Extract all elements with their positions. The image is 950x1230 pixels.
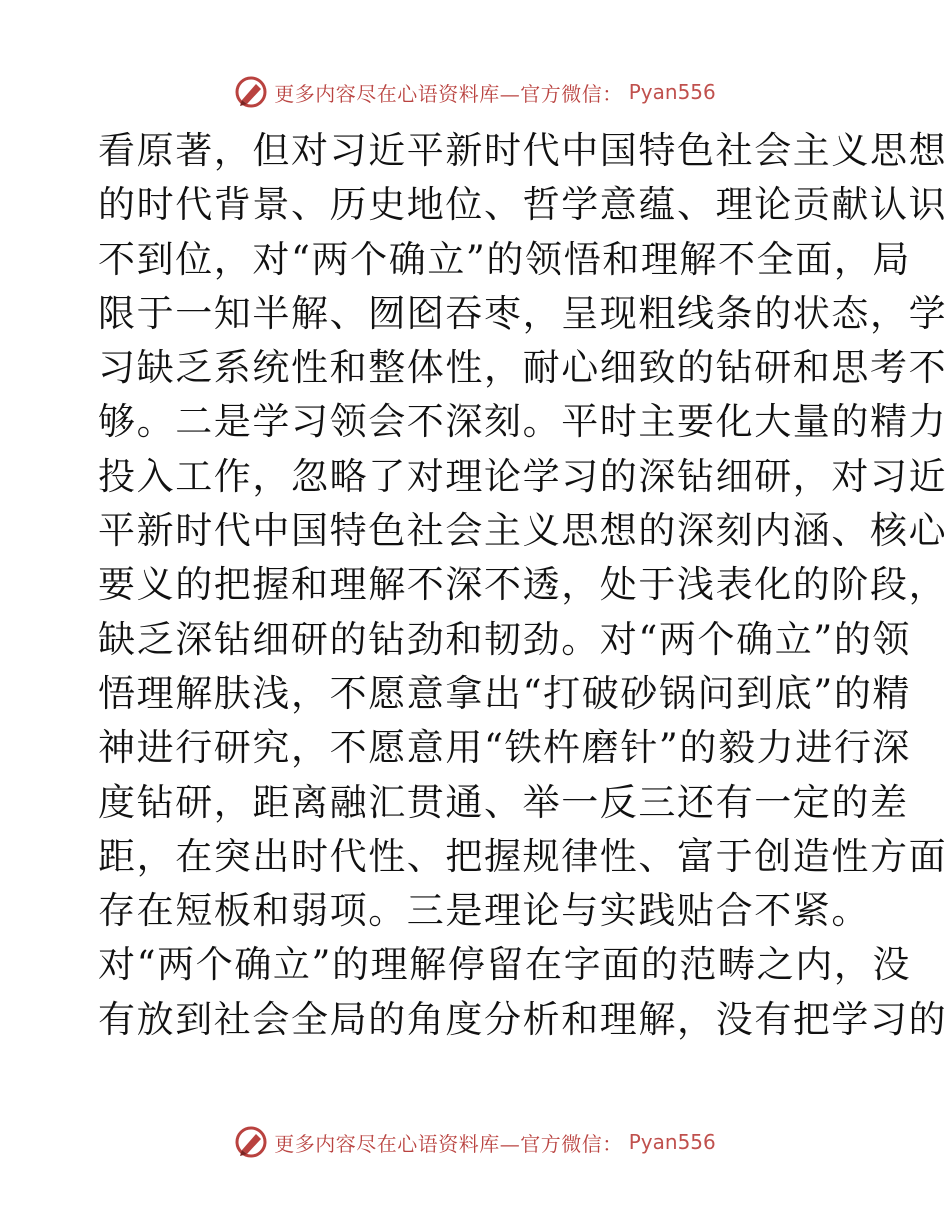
text-line: 度钻研，距离融汇贯通、举一反三还有一定的差 <box>98 780 909 824</box>
watermark-footer <box>0 1122 950 1162</box>
body-text <box>98 124 948 1047</box>
text-line: 不到位，对“两个确立”的领悟和理解不全面，局 <box>98 237 912 281</box>
watermark-header <box>0 72 950 112</box>
text-line: 平新时代中国特色社会主义思想的深刻内涵、核心 <box>98 509 948 553</box>
text-line: 看原著，但对习近平新时代中国特色社会主义思想 <box>98 129 948 172</box>
text-line: 缺乏深钻细研的钻劲和韧劲。对“两个确立”的领 <box>98 617 912 661</box>
text-line: 习缺乏系统性和整体性，耐心细致的钻研和思考不 <box>98 346 948 390</box>
text-line: 限于一知半解、囫囵吞枣，呈现粗线条的状态，学 <box>98 291 948 335</box>
pen-logo-icon <box>234 1125 268 1159</box>
text-line: 投入工作，忽略了对理论学习的深钻细研，对习近 <box>98 454 948 498</box>
watermark-wechat-id: Pyan556 <box>628 1130 716 1154</box>
text-line: 距，在突出时代性、把握规律性、富于创造性方面 <box>98 834 948 878</box>
text-line: 神进行研究，不愿意用“铁杵磨针”的毅力进行深 <box>98 726 912 770</box>
watermark-text: 更多内容尽在心语资料库—官方微信： <box>274 81 623 106</box>
text-line: 对“两个确立”的理解停留在字面的范畴之内，没 <box>98 943 912 987</box>
text-line: 的时代背景、历史地位、哲学意蕴、理论贡献认识 <box>98 183 948 227</box>
pen-logo-icon <box>234 75 268 109</box>
watermark-text: 更多内容尽在心语资料库—官方微信： <box>274 1131 623 1156</box>
text-line: 有放到社会全局的角度分析和理解，没有把学习的 <box>98 997 948 1041</box>
text-line: 悟理解肤浅，不愿意拿出“打破砂锅问到底”的精 <box>98 671 912 715</box>
text-line: 存在短板和弱项。三是理论与实践贴合不紧。 <box>98 889 870 933</box>
text-line: 要义的把握和理解不深不透，处于浅表化的阶段， <box>98 563 948 607</box>
text-line: 够。二是学习领会不深刻。平时主要化大量的精力 <box>98 400 948 444</box>
watermark-wechat-id: Pyan556 <box>628 80 716 104</box>
